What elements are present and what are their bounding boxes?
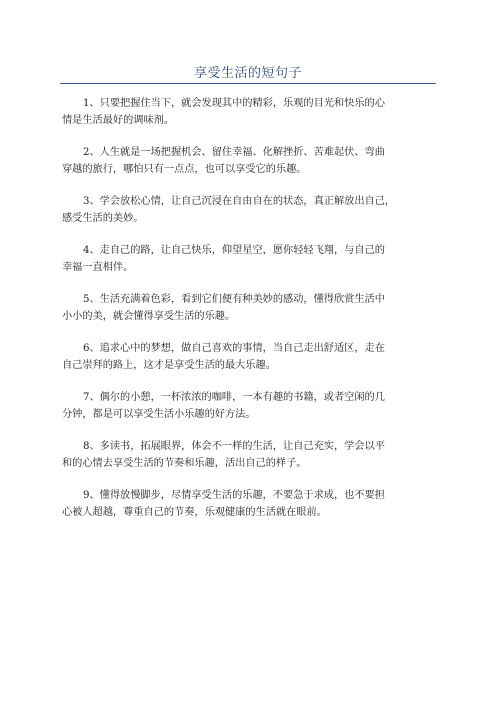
quote-line: 4、走自己的路，让自己快乐，仰望星空，愿你轻轻飞翔，与自己的 — [83, 245, 385, 256]
quote-line: 7、偶尔的小憩，一杯浓浓的咖啡，一本有趣的书籍，或者空闲的几 — [83, 392, 385, 403]
quote-line: 6、追求心中的梦想，做自己喜欢的事情，当自己走出舒适区，走在 — [83, 343, 385, 354]
quote-item-6 — [62, 340, 438, 374]
quote-line: 小小的美，就会懂得享受生活的乐趣。 — [62, 311, 236, 322]
quote-item-1 — [62, 95, 438, 129]
quote-item-5 — [62, 291, 438, 325]
quote-item-9 — [62, 487, 438, 521]
quote-line: 幸福一直相伴。 — [62, 262, 134, 273]
title-divider — [60, 83, 436, 84]
quote-line: 2、人生就是一场把握机会、留住幸福、化解挫折、苦难起伏、弯曲 — [83, 147, 385, 158]
quote-item-8 — [62, 438, 438, 472]
quote-line: 和的心情去享受生活的节奏和乐趣，活出自己的样子。 — [62, 458, 307, 469]
quote-line: 穿越的旅行，哪怕只有一点点，也可以享受它的乐趣。 — [62, 164, 307, 175]
quote-line: 5、生活充满着色彩，看到它们便有种美妙的感动，懂得欣赏生活中 — [83, 294, 385, 305]
quote-line: 情是生活最好的调味剂。 — [62, 115, 175, 126]
quote-item-3 — [62, 193, 438, 227]
quote-line: 自己崇拜的路上，这才是享受生活的最大乐趣。 — [62, 360, 276, 371]
quote-line: 分钟，都是可以享受生活小乐趣的好方法。 — [62, 409, 256, 420]
quote-item-2 — [62, 144, 438, 178]
quote-item-4 — [62, 242, 438, 276]
quote-line: 3、学会放松心情，让自己沉浸在自由自在的状态，真正解放出自己， — [83, 196, 396, 207]
quote-line: 8、多读书，拓展眼界，体会不一样的生活，让自己充实，学会以平 — [83, 441, 385, 452]
quote-item-7 — [62, 389, 438, 423]
document-title: 享受生活的短句子 — [193, 66, 302, 81]
quote-line: 心被人超越，尊重自己的节奏，乐观健康的生活就在眼前。 — [62, 507, 327, 518]
quote-line: 感受生活的美妙。 — [62, 213, 144, 224]
quote-line: 1、只要把握住当下，就会发现其中的精彩，乐观的目光和快乐的心 — [83, 98, 385, 109]
quote-list — [62, 95, 438, 536]
quote-line: 9、懂得放慢脚步，尽情享受生活的乐趣，不要急于求成，也不要担 — [83, 490, 385, 501]
